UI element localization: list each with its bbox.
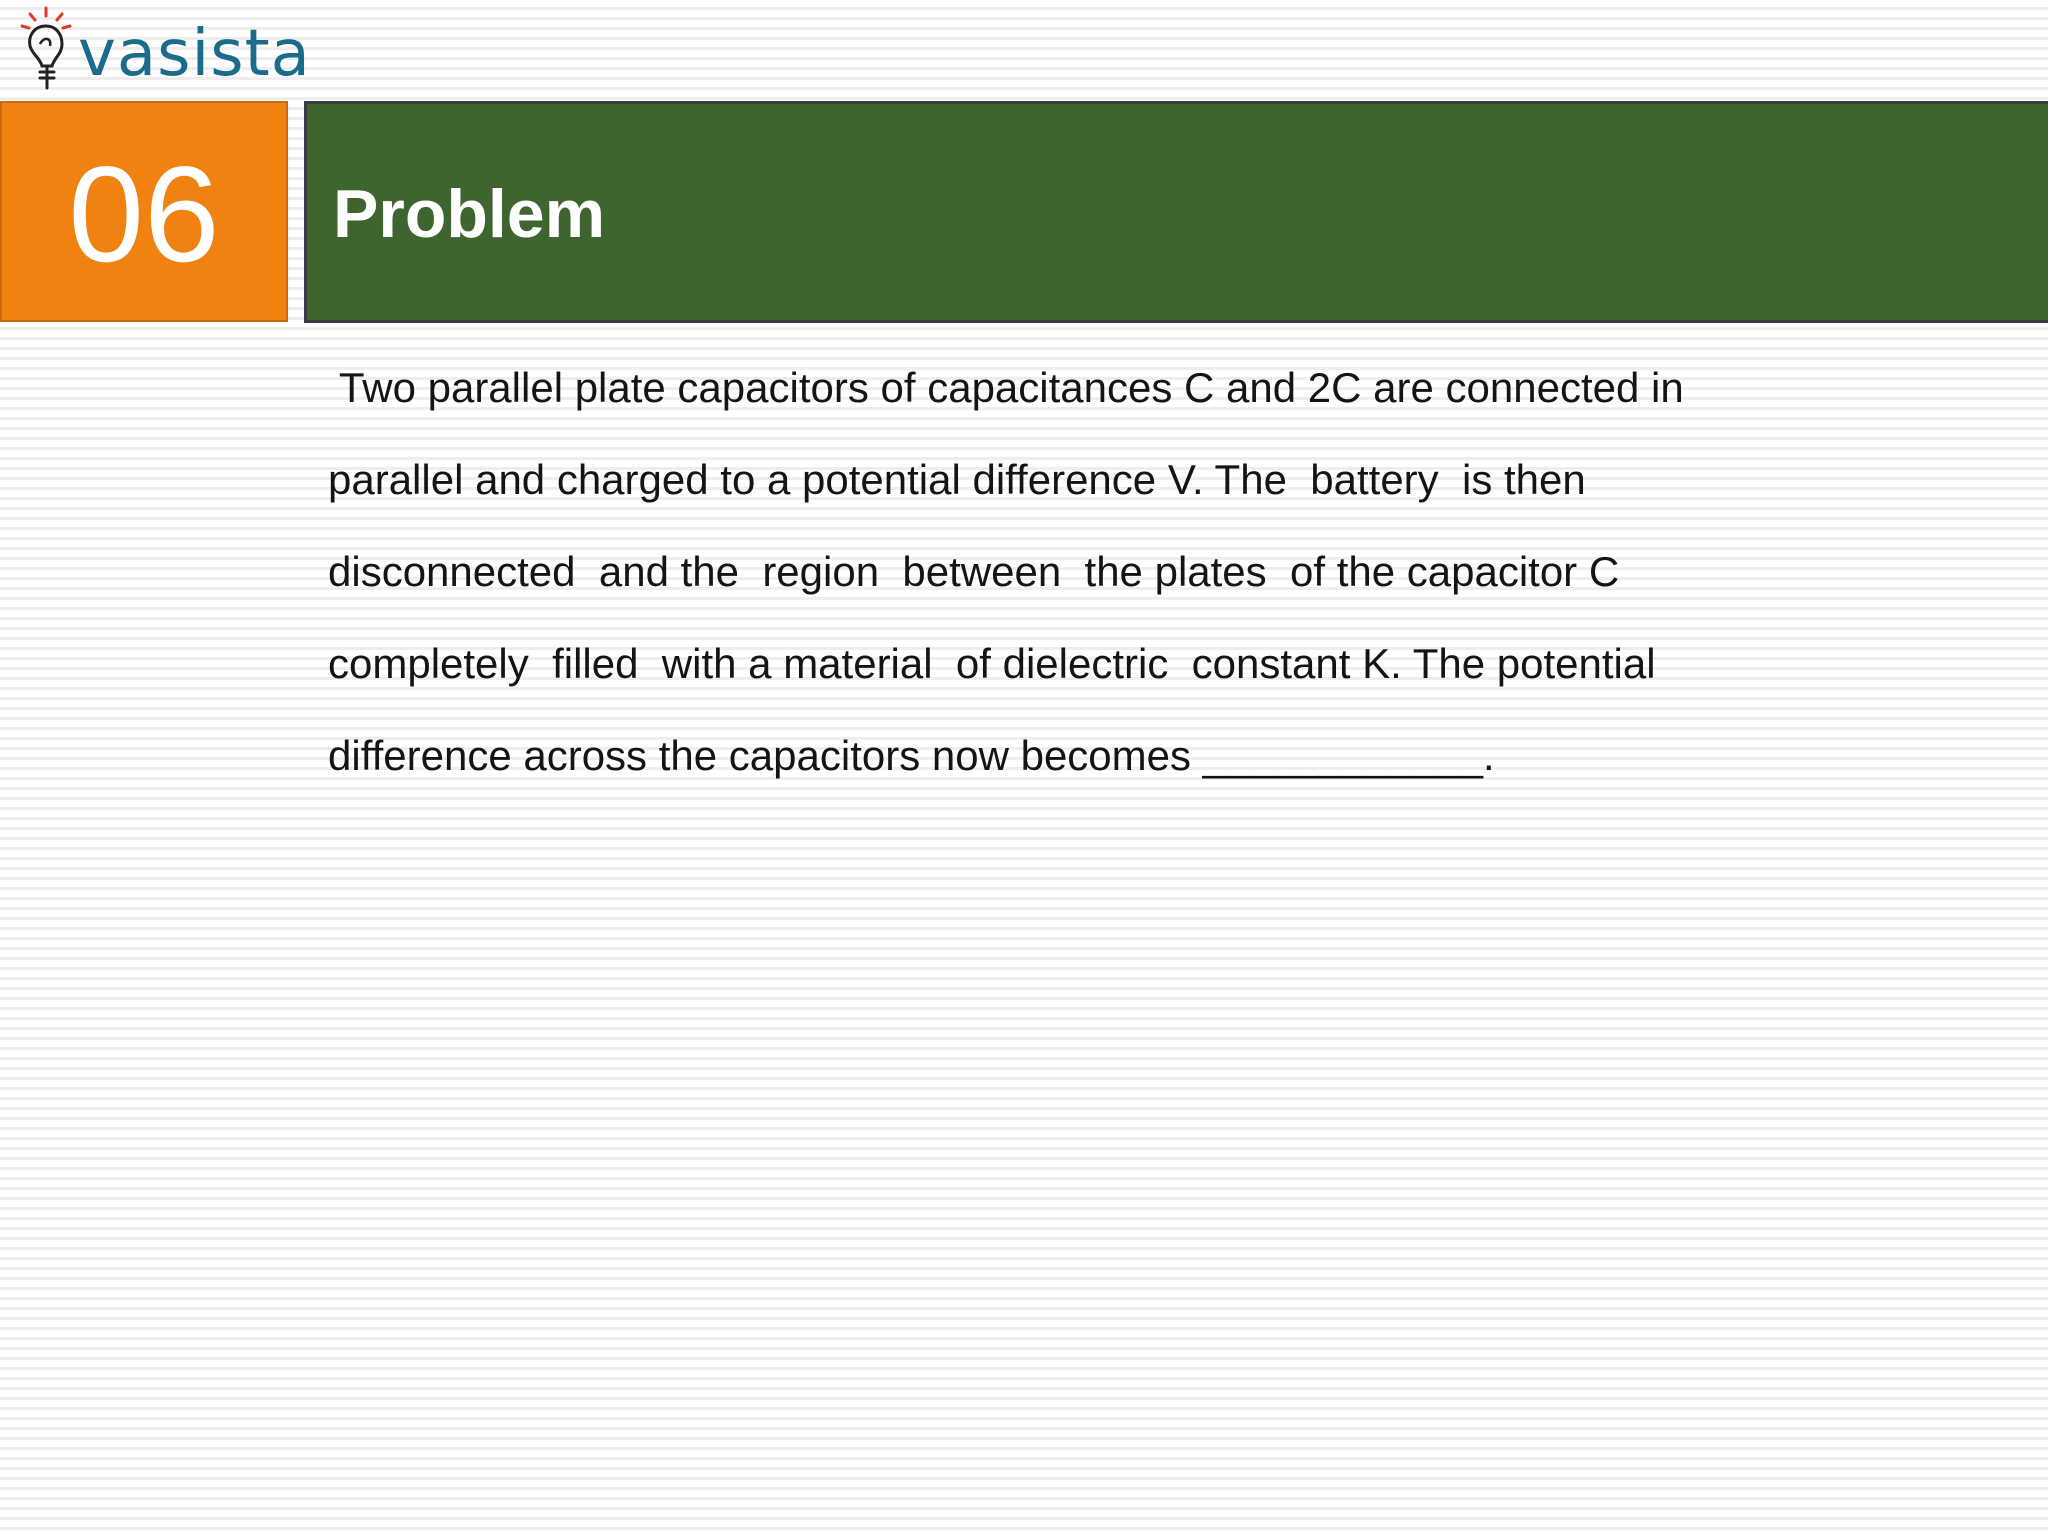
bulb-icon	[16, 4, 76, 98]
problem-line: difference across the capacitors now becomes ____________.	[328, 732, 1495, 779]
brand-logo	[16, 4, 311, 98]
problem-line: parallel and charged to a potential difference V. The battery is then	[328, 456, 1586, 503]
problem-text	[328, 362, 1888, 822]
slide-number: 06	[68, 137, 220, 290]
slide-title: Problem	[333, 176, 606, 252]
problem-line: disconnected and the region between the plates of the capacitor C	[328, 548, 1620, 595]
problem-line: Two parallel plate capacitors of capacitances C and 2C are connected in	[328, 364, 1684, 411]
slide-number-box	[0, 101, 288, 322]
brand-name: vasista	[78, 17, 311, 91]
problem-line: completely filled with a material of dielectric constant K. The potential	[328, 640, 1656, 687]
title-bar	[304, 101, 2048, 323]
